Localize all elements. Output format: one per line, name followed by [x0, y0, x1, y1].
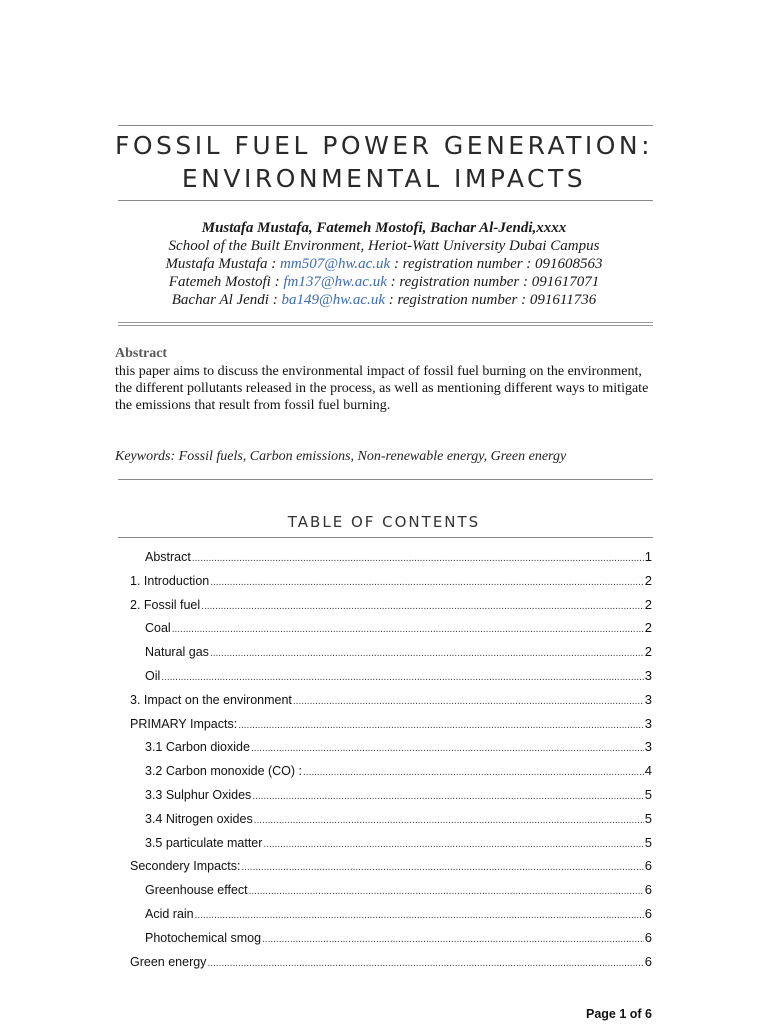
registration-number: : registration number : 091611736: [388, 292, 597, 308]
title-line-1: FOSSIL FUEL POWER GENERATION:: [114, 131, 654, 160]
toc-entry[interactable]: Green energy ..... 6: [130, 954, 652, 978]
toc-entry[interactable]: Coal ..... 2: [130, 620, 652, 644]
affiliation: School of the Built Environment, Heriot-Watt University Dubai Campus: [168, 238, 600, 254]
contact-line: [0, 273, 768, 291]
email-link[interactable]: ba149@hw.ac.uk: [281, 292, 385, 308]
contact-name: Bachar Al Jendi :: [171, 292, 278, 308]
toc-entry[interactable]: 3.3 Sulphur Oxides ..... 5: [130, 787, 652, 811]
toc-entry[interactable]: 3.4 Nitrogen oxides ..... 5: [130, 811, 652, 835]
toc-entry[interactable]: Photochemical smog ..... 6: [130, 930, 652, 954]
contact-line: [0, 291, 768, 309]
abstract-text: this paper aims to discuss the environmental impact of fossil fuel burning on the environment, the different pollutants released in the process, as well as mentioning different ways to mitigate the emissions that result from fossil fuel burning.: [115, 364, 649, 413]
page-number: Page 1 of 6: [586, 1007, 652, 1021]
toc-entry[interactable]: Acid rain ..... 6: [130, 906, 652, 930]
toc-entry[interactable]: 3. Impact on the environment ..... 3: [130, 692, 652, 716]
toc-entry[interactable]: Secondery Impacts: ..... 6: [130, 858, 652, 882]
authors-block: [0, 219, 768, 309]
email-link[interactable]: fm137@hw.ac.uk: [283, 274, 387, 290]
toc-entry[interactable]: 3.2 Carbon monoxide (CO) : ..... 4: [130, 763, 652, 787]
contact-name: Mustafa Mustafa :: [165, 256, 277, 272]
registration-number: : registration number : 091617071: [390, 274, 600, 290]
toc-entry[interactable]: Abstract ..... 1: [130, 549, 652, 573]
contact-line: [0, 255, 768, 273]
toc-entry[interactable]: 3.5 particulate matter ..... 5: [130, 835, 652, 859]
toc-entry[interactable]: 2. Fossil fuel ..... 2: [130, 597, 652, 621]
toc-entry[interactable]: 1. Introduction ..... 2: [130, 573, 652, 597]
email-link[interactable]: mm507@hw.ac.uk: [280, 256, 391, 272]
table-of-contents: [130, 549, 652, 977]
toc-heading: TABLE OF CONTENTS: [287, 513, 481, 531]
title-line-2: ENVIRONMENTAL IMPACTS: [181, 164, 587, 193]
toc-entry[interactable]: PRIMARY Impacts: ..... 3: [130, 716, 652, 740]
author-names: Mustafa Mustafa, Fatemeh Mostofi, Bachar Al-Jendi,xxxx: [201, 220, 567, 236]
toc-entry[interactable]: Natural gas ..... 2: [130, 644, 652, 668]
keywords-divider: [118, 479, 653, 480]
keywords: Keywords: Fossil fuels, Carbon emissions, Non-renewable energy, Green energy: [115, 449, 567, 464]
authors-divider: [118, 322, 653, 326]
registration-number: : registration number : 091608563: [393, 256, 603, 272]
toc-entry[interactable]: 3.1 Carbon dioxide ..... 3: [130, 739, 652, 763]
title-top-rule: [118, 125, 653, 126]
toc-entry[interactable]: Oil ..... 3: [130, 668, 652, 692]
toc-entry[interactable]: Greenhouse effect ..... 6: [130, 882, 652, 906]
toc-heading-rule: [118, 537, 653, 538]
title-bottom-rule: [118, 200, 653, 201]
contact-name: Fatemeh Mostofi :: [168, 274, 280, 290]
abstract-heading: Abstract: [115, 346, 168, 361]
